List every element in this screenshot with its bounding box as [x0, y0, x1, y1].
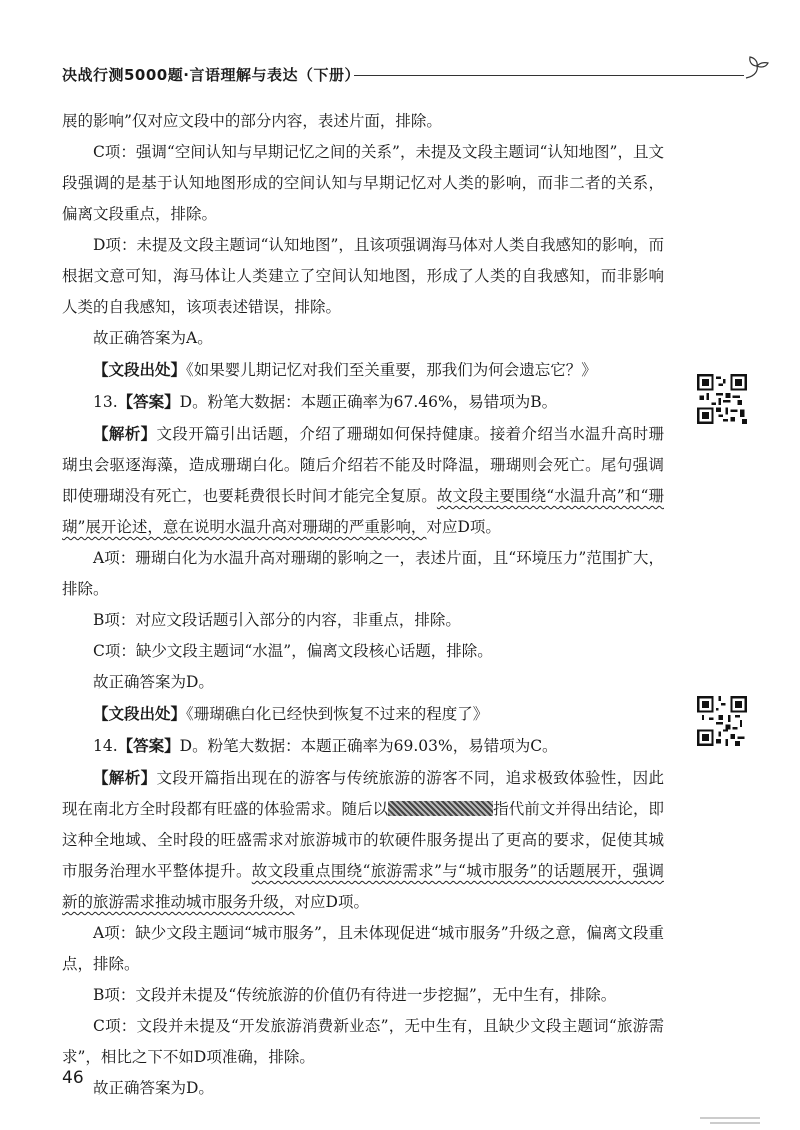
source-line: 【文段出处】《珊瑚礁白化已经快到恢复不过来的程度了》	[93, 704, 489, 723]
question-number: 14.	[93, 737, 118, 755]
source-tag: 【文段出处】	[93, 704, 187, 723]
page-number: 46	[62, 1068, 84, 1088]
paragraph: B项：文段并未提及“传统旅游的价值仍有待进一步挖掘”，无中生有，排除。	[93, 986, 617, 1004]
answer-tag: 【答案】	[117, 392, 180, 411]
paragraph: D项：未提及文段主题词“认知地图”，且该项强调海马体对人类自我感知的影响，而根据文意可知，海马体让人类建立了空间认知地图，形成了人类的自我感知，而非影响人类的自我感知，该项表述错误，排除。	[62, 236, 664, 316]
header-rule	[354, 75, 744, 76]
redacted-text	[388, 801, 493, 816]
sprout-icon	[742, 54, 770, 82]
paragraph: A项：珊瑚白化为水温升高对珊瑚的影响之一，表述片面，且“环境压力”范围扩大，排除。	[62, 549, 664, 598]
paragraph: 故正确答案为D。	[93, 673, 214, 691]
page-body	[62, 106, 664, 1104]
source-tag: 【文段出处】	[93, 360, 187, 379]
key-sentence: 故文段重点围绕“旅游需求”与“城市服务”的话题展开，强调新的旅游需求推动城市服务升级，	[62, 862, 664, 911]
analysis-paragraph: 【解析】文段开篇指出现在的游客与传统旅游的游客不同，追求极致体验性，因此现在南北方全时段都有旺盛的体验需求。随后以 指代前文并得出结论，即这种全地域、全时段的旺盛需求对旅游城市的软硬件服务提出了更高的要求，促使其城市服务治理水平整体提升。故文段重点围绕“旅游需求”与“城市服务”的话题展开，强调新的旅游需求推动城市服务升级，对应D项。	[62, 768, 664, 911]
analysis-tag: 【解析】	[93, 768, 157, 787]
paragraph: C项：文段并未提及“开发旅游消费新业态”，无中生有，且缺少文段主题词“旅游需求”，相比之下不如D项准确，排除。	[62, 1017, 664, 1066]
qr-code-icon[interactable]	[697, 374, 747, 424]
paragraph: A项：缺少文段主题词“城市服务”，且未体现促进“城市服务”升级之意，偏离文段重点，排除。	[62, 924, 664, 973]
paragraph: 展的影响”仅对应文段中的部分内容，表述片面，排除。	[62, 112, 442, 130]
analysis-paragraph: 【解析】文段开篇引出话题，介绍了珊瑚如何保持健康。接着介绍当水温升高时珊瑚虫会驱逐海藻，造成珊瑚白化。随后介绍若不能及时降温，珊瑚则会死亡。尾句强调即使珊瑚没有死亡，也要耗费很长时间才能完全复原。故文段主要围绕“水温升高”和“珊瑚”展开论述，意在说明水温升高对珊瑚的严重影响，对应D项。	[62, 424, 664, 536]
paragraph: 故正确答案为A。	[93, 329, 213, 347]
answer-tag: 【答案】	[117, 736, 180, 755]
qr-code-icon[interactable]	[697, 696, 747, 746]
question-number: 13.	[93, 393, 118, 411]
running-header	[62, 60, 762, 90]
paragraph: C项：强调“空间认知与早期记忆之间的关系”，未提及文段主题词“认知地图”，且文段强调的是基于认知地图形成的空间认知与早期记忆对人类的影响，而非二者的关系，偏离文段重点，排除。	[62, 143, 664, 223]
answer-line: 13.【答案】D。粉笔大数据：本题正确率为67.46%，易错项为B。	[93, 392, 558, 411]
paragraph: B项：对应文段话题引入部分的内容，非重点，排除。	[93, 611, 461, 629]
paragraph: C项：缺少文段主题词“水温”，偏离文段核心话题，排除。	[93, 642, 493, 660]
key-sentence: 故文段主要围绕“水温升高”和“珊瑚”展开论述，意在说明水温升高对珊瑚的严重影响，	[62, 487, 664, 536]
page-corner-lines	[700, 1115, 760, 1127]
book-title: 决战行测5000题·言语理解与表达（下册）	[62, 66, 360, 84]
source-line: 【文段出处】《如果婴儿期记忆对我们至关重要，那我们为何会遗忘它？》	[93, 360, 597, 379]
paragraph: 故正确答案为D。	[93, 1079, 214, 1097]
analysis-tag: 【解析】	[93, 424, 157, 443]
answer-line: 14.【答案】D。粉笔大数据：本题正确率为69.03%，易错项为C。	[93, 736, 558, 755]
